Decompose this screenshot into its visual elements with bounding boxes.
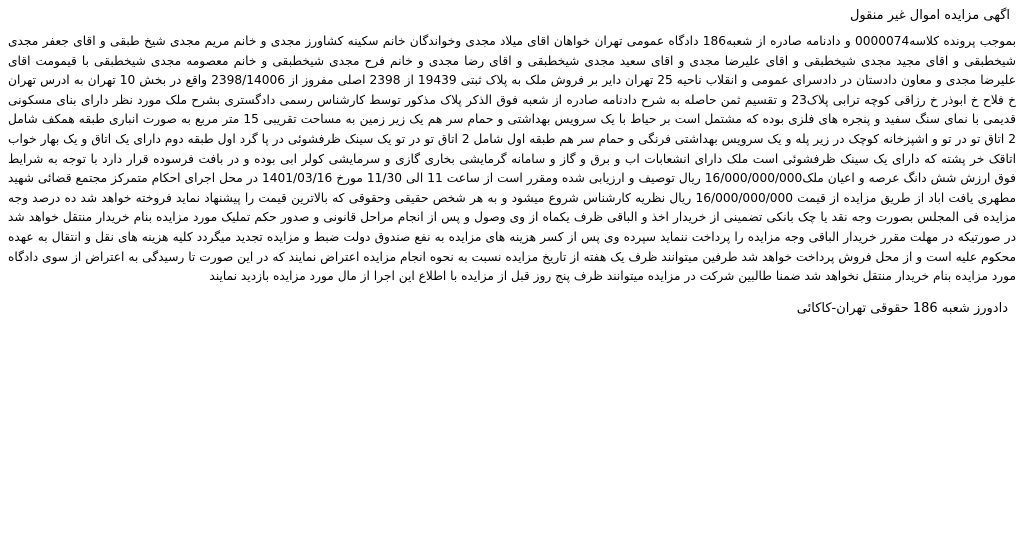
notice-signature: دادورز شعبه 186 حقوقی تهران-کاکائی [796, 300, 1008, 316]
notice-title: اگهی مزایده اموال غیر منقول [849, 8, 1010, 23]
notice-body: بموجب پرونده کلاسه0000074 و دادنامه صادره از شعبه186 دادگاه عمومی تهران خواهان اقای میلاد مجدی وخواندگان خانم سکینه کشاورز مجدی و خانم مریم مجدی شیخ طبقی و اقای جعفر مجدی شیخطبقی و اقای مجید مجدی شیخطبقی و اقای علیرضا مجدی و اقای سعید مجدی شیخطبقی و اقای رضا مجدی و خانم فرح مجدی شیخطبقی و خانم معصومه مجدی شیخطبقی با قیمومت اقای علیرضا مجدی و معاون دادستان در دادسرای عمومی و انقلاب ناحیه 25 تهران دایر بر فروش ملک به پلاک ثبتی 19439 از 2398 اصلی مفروز از 2398/14006 واقع در بخش 10 تهران به ادرس تهران خ فلاح خ ابوذر خ رزاقی کوچه ترابی پلاک23 و تقسیم ثمن حاصله به شرح دادنامه صادره از شعبه فوق الذکر پلاک مذکور توسط کارشناس رسمی دادگستری بشرح ملک مورد نظر دارای بنای مسکونی قدیمی با نمای سنگ سفید و پنجره های فلزی بوده که مشتمل است بر حیاط با یک سرویس بهداشتی و حمام سر هم یک زیر زمین به مساحت تقریبی 15 متر مربع به صورت انباری طبقه همکف شامل 2 اتاق تو در تو و اشپزخانه کوچک در زیر پله و یک سرویس بهداشتی فرنگی و حمام سر هم طبقه اول شامل 2 اتاق تو در تو یک سینک ظرفشوئی در پا گرد اول طبقه دوم دارای یک اتاق و یک بهار خواب اتاقک خر پشته که دارای یک سینک ظرفشوئی است ملک دارای انشعابات اب و برق و گاز و سامانه گرمایشی بخاری گازی و سرمایشی کولر ابی بوده و در بافت فرسوده قرار دارد با توجه به شرایط فوق ارزش شش دانگ عرصه و اعیان ملک16/000/000/000 ریال توصیف و ارزیابی شده ومقرر است از ساعت 11 الی 11/30 مورخ 1401/03/16 در محل اجرای احکام متمرکز مجتمع قضائی شهید مطهری یافت اباد از طریق مزایده از قیمت 16/000/000/000 ریال نظریه کارشناس شروع میشود و به هر شخص حقیقی وحقوقی که بالاترین قیمت را پیشنهاد نماید فروخته خواهد شد ده درصد وجه مزایده فی المجلس بصورت وجه نقد یا چک بانکی تضمینی از خریدار اخذ و الباقی ظرف یکماه از وی وصول و پس از انجام مراحل قانونی و صدور حکم تملیک مورد مزایده بنام خریدار منتقل خواهد شد در صورتیکه در مهلت مقرر خریدار الباقی وجه مزایده را پرداخت ننماید سپرده وی پس از کسر هزینه های مزایده به نفع صندوق دولت ضبط و مزایده تجدید میگردد کلیه هزینه های نقل و انتقال به عهده محکوم علیه است و از محل فروش پرداخت خواهد شد طرفین میتوانند ظرف یک هفته از تاریخ مزایده نسبت به نحوه انجام مزایده اعتراض نمایند که در این صورت تا رسیدگی به اعتراض از سوی دادگاه مورد مزایده بنام خریدار منتقل نخواهد شد ضمنا طالبین شرکت در مزایده میتوانند ظرف پنج روز قبل از مزایده با اطلاع این اجرا از مال مورد مزایده بازدید نمایند [8, 34, 1017, 284]
